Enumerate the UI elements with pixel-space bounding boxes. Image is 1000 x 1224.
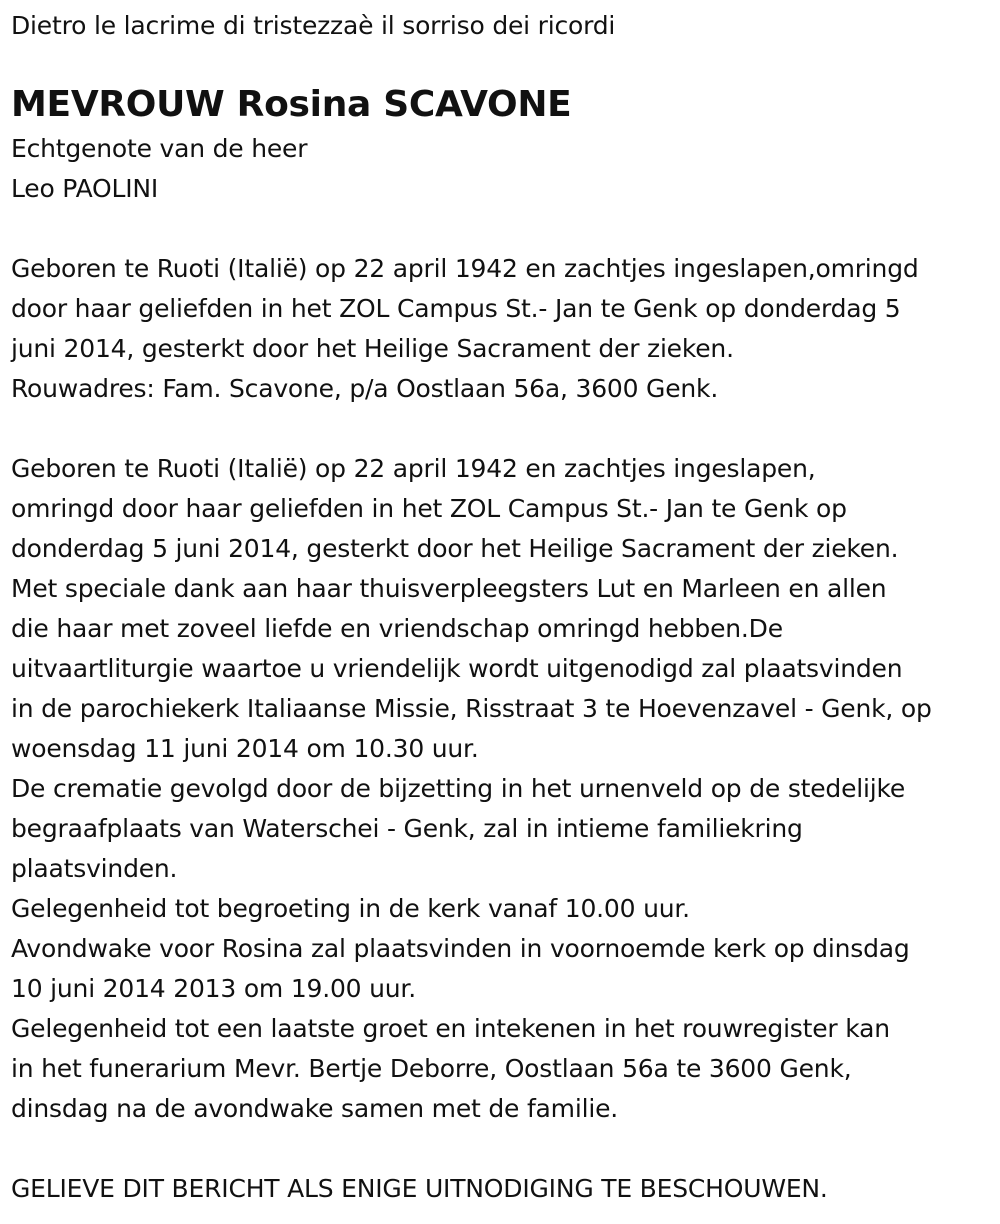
- paragraph-2-line: in de parochiekerk Italiaanse Missie, Risstraat 3 te Hoevenzavel - Genk, op: [11, 694, 932, 723]
- paragraph-2-line: plaatsvinden.: [11, 854, 178, 883]
- deceased-name: MEVROUW Rosina SCAVONE: [11, 84, 572, 125]
- paragraph-2-line: omringd door haar geliefden in het ZOL Campus St.- Jan te Genk op: [11, 494, 847, 523]
- paragraph-2-line: uitvaartliturgie waartoe u vriendelijk wordt uitgenodigd zal plaatsvinden: [11, 654, 903, 683]
- paragraph-2-line: dinsdag na de avondwake samen met de familie.: [11, 1094, 618, 1123]
- paragraph-2-line: in het funerarium Mevr. Bertje Deborre, Oostlaan 56a te 3600 Genk,: [11, 1054, 852, 1083]
- spouse-block: [11, 129, 993, 209]
- paragraph-2-line: Gelegenheid tot begroeting in de kerk vanaf 10.00 uur.: [11, 894, 690, 923]
- paragraph-2: [11, 449, 993, 1129]
- closing-notice: GELIEVE DIT BERICHT ALS ENIGE UITNODIGING TE BESCHOUWEN.: [11, 1174, 828, 1203]
- spouse-line: Leo PAOLINI: [11, 174, 159, 203]
- paragraph-1: [11, 249, 993, 409]
- paragraph-2-line: begraafplaats van Waterschei - Genk, zal in intieme familiekring: [11, 814, 803, 843]
- paragraph-2-line: donderdag 5 juni 2014, gesterkt door het Heilige Sacrament der zieken.: [11, 534, 899, 563]
- spouse-line: Echtgenote van de heer: [11, 134, 308, 163]
- paragraph-1-line: Rouwadres: Fam. Scavone, p/a Oostlaan 56a, 3600 Genk.: [11, 374, 719, 403]
- paragraph-2-line: 10 juni 2014 2013 om 19.00 uur.: [11, 974, 416, 1003]
- paragraph-2-line: Gelegenheid tot een laatste groet en intekenen in het rouwregister kan: [11, 1014, 890, 1043]
- paragraph-2-line: Met speciale dank aan haar thuisverpleegsters Lut en Marleen en allen: [11, 574, 887, 603]
- paragraph-1-line: juni 2014, gesterkt door het Heilige Sacrament der zieken.: [11, 334, 734, 363]
- paragraph-2-line: die haar met zoveel liefde en vriendschap omringd hebben.De: [11, 614, 783, 643]
- paragraph-2-line: woensdag 11 juni 2014 om 10.30 uur.: [11, 734, 479, 763]
- motto: Dietro le lacrime di tristezzaè il sorriso dei ricordi: [11, 11, 616, 40]
- paragraph-2-line: Avondwake voor Rosina zal plaatsvinden in voornoemde kerk op dinsdag: [11, 934, 910, 963]
- paragraph-2-line: De crematie gevolgd door de bijzetting in het urnenveld op de stedelijke: [11, 774, 906, 803]
- paragraph-1-line: door haar geliefden in het ZOL Campus St.- Jan te Genk op donderdag 5: [11, 294, 901, 323]
- paragraph-1-line: Geboren te Ruoti (Italië) op 22 april 1942 en zachtjes ingeslapen,omringd: [11, 254, 919, 283]
- obituary-document: [11, 6, 993, 1209]
- paragraph-2-line: Geboren te Ruoti (Italië) op 22 april 1942 en zachtjes ingeslapen,: [11, 454, 816, 483]
